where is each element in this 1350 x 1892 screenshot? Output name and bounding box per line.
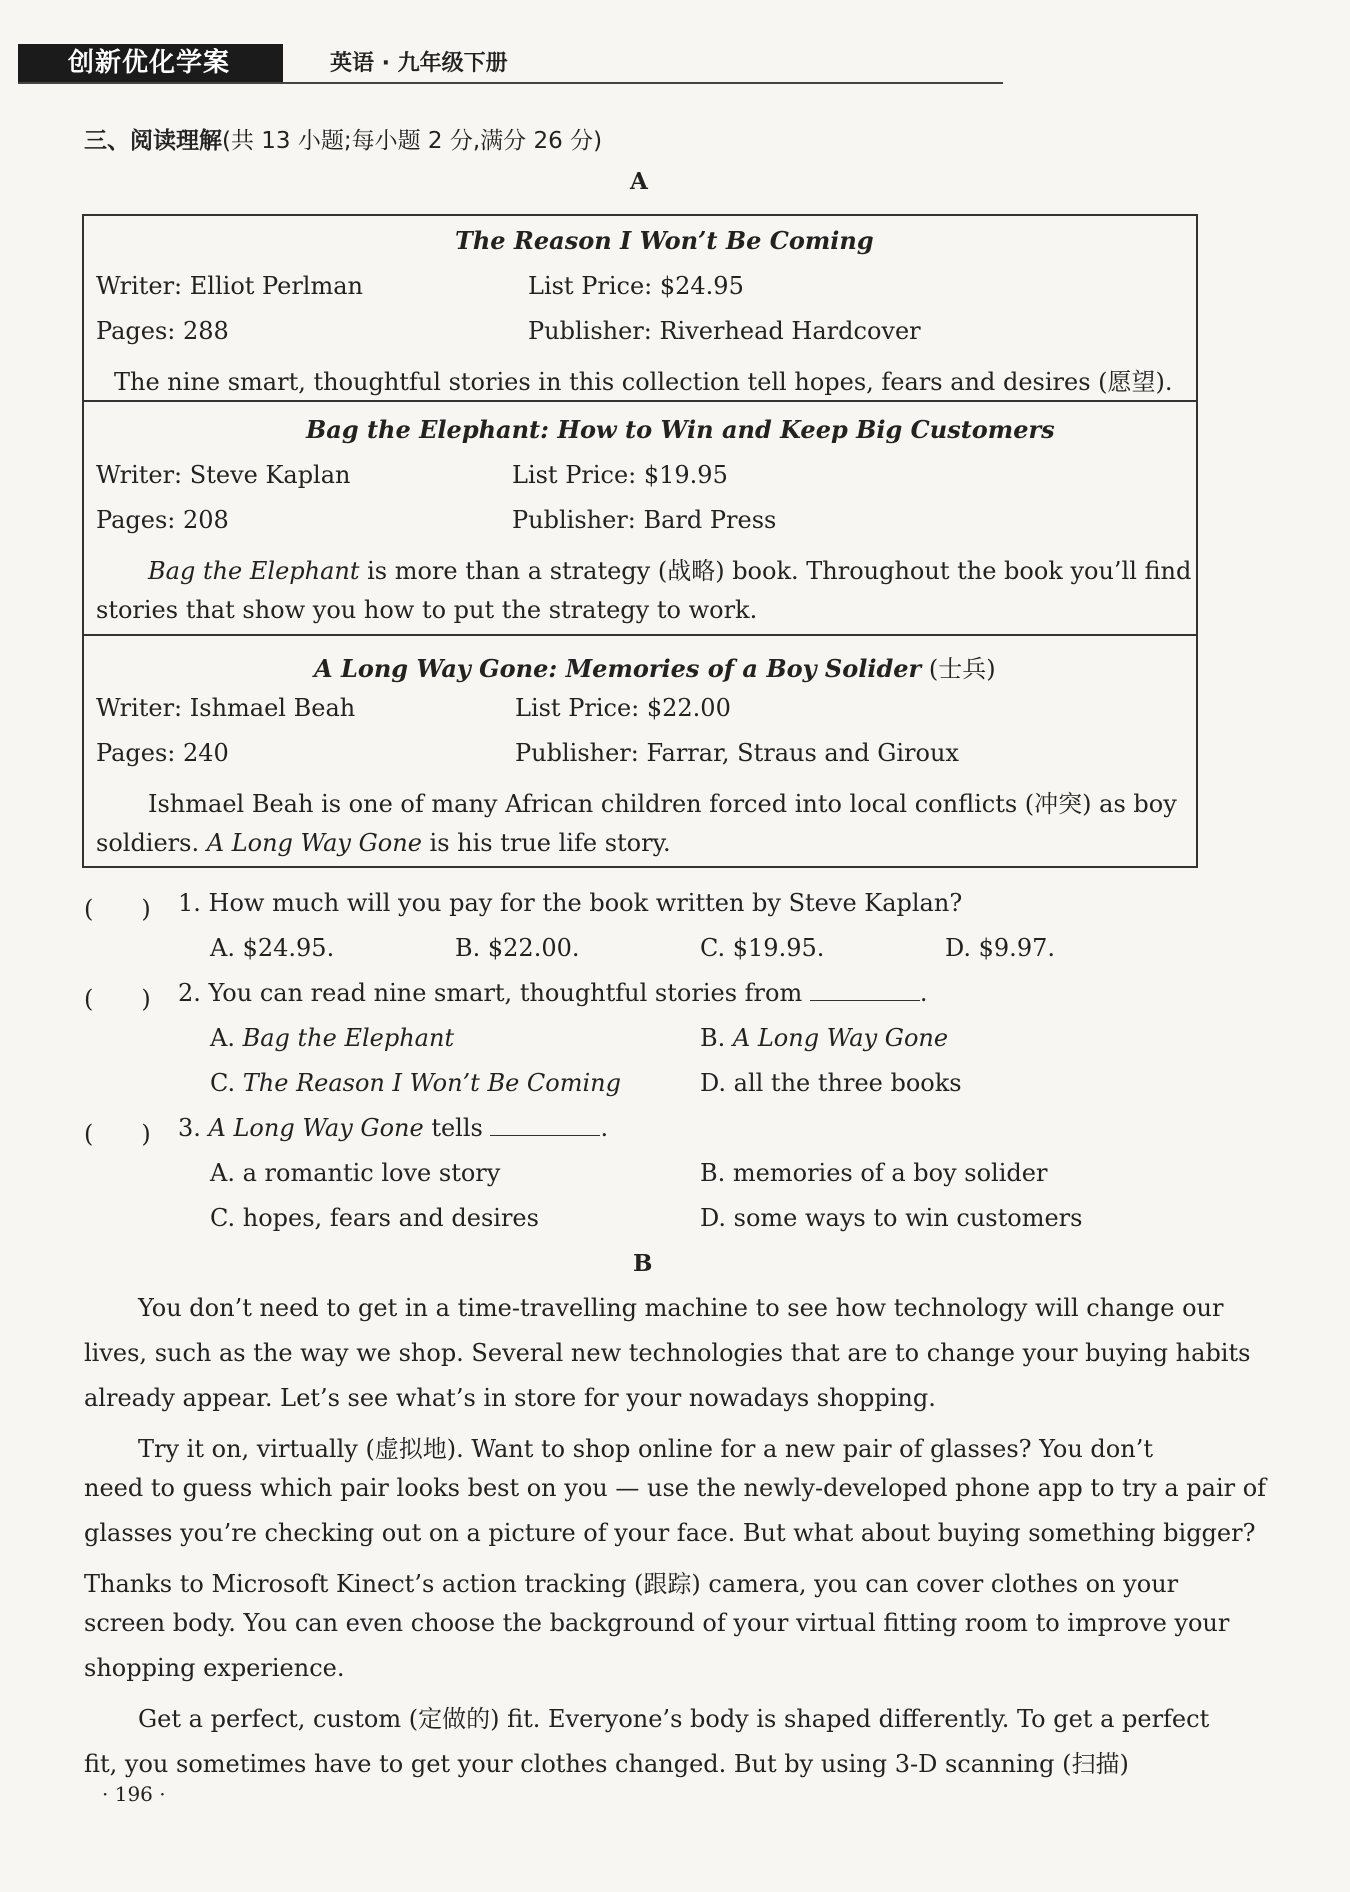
book-1-pages: Pages: 288: [96, 317, 229, 345]
q3-option-a[interactable]: A. a romantic love story: [210, 1159, 501, 1187]
passage-b-line-11: fit, you sometimes have to get your clothes changed. But by using 3-D scanning (扫描): [84, 1750, 1129, 1778]
passage-b-line-2: lives, such as the way we shop. Several new technologies that are to change your buying habits: [84, 1339, 1251, 1367]
q3-option-b[interactable]: B. memories of a boy solider: [700, 1159, 1048, 1187]
q1-option-a[interactable]: A. $24.95.: [210, 934, 335, 962]
book-3-title: A Long Way Gone: Memories of a Boy Solider (士兵): [314, 654, 996, 683]
q3-stem: 3. A Long Way Gone tells .: [178, 1114, 609, 1142]
passage-a-label: A: [630, 168, 648, 195]
q3-option-d[interactable]: D. some ways to win customers: [700, 1204, 1083, 1232]
q3-option-c[interactable]: C. hopes, fears and desires: [210, 1204, 539, 1232]
q1-option-c[interactable]: C. $19.95.: [700, 934, 825, 962]
passage-b-line-4: Try it on, virtually (虚拟地). Want to shop online for a new pair of glasses? You don’t: [138, 1435, 1153, 1463]
q2-blank: [810, 980, 920, 1001]
book-3-description-line-1: Ishmael Beah is one of many African children forced into local conflicts (冲突) as boy: [148, 790, 1177, 818]
passage-b-line-5: need to guess which pair looks best on you — use the newly-developed phone app to try a pair of: [84, 1474, 1267, 1502]
q2-stem: 2. You can read nine smart, thoughtful stories from .: [178, 979, 928, 1007]
q2-option-a[interactable]: A. Bag the Elephant: [210, 1024, 455, 1052]
book-1-publisher: Publisher: Riverhead Hardcover: [528, 317, 921, 345]
book-3-price: List Price: $22.00: [515, 694, 731, 722]
passage-b-label: B: [633, 1250, 653, 1277]
book-table: [82, 214, 1198, 868]
book-1-title: The Reason I Won’t Be Coming: [455, 226, 874, 255]
brand-title: 创新优化学案: [68, 48, 231, 78]
q2-option-c[interactable]: C. The Reason I Won’t Be Coming: [210, 1069, 621, 1097]
page-number: · 196 ·: [102, 1782, 166, 1806]
book-2-price: List Price: $19.95: [512, 461, 728, 489]
book-2-description-line-2: stories that show you how to put the strategy to work.: [96, 596, 758, 624]
book-2-writer: Writer: Steve Kaplan: [96, 461, 351, 489]
book-1-writer: Writer: Elliot Perlman: [96, 272, 363, 300]
q1-stem: 1. How much will you pay for the book written by Steve Kaplan?: [178, 889, 963, 917]
book-3-description-line-2: soldiers. A Long Way Gone is his true life story.: [96, 829, 671, 857]
passage-b-line-8: screen body. You can even choose the background of your virtual fitting room to improve your: [84, 1609, 1230, 1637]
book-2-title: Bag the Elephant: How to Win and Keep Big Customers: [306, 415, 1055, 444]
book-1-price: List Price: $24.95: [528, 272, 744, 300]
book-3-publisher: Publisher: Farrar, Straus and Giroux: [515, 739, 959, 767]
brand-banner: [18, 44, 283, 82]
passage-b-line-6: glasses you’re checking out on a picture of your face. But what about buying something bigger?: [84, 1519, 1256, 1547]
section-note: (共 13 小题;每小题 2 分,满分 26 分): [222, 128, 603, 154]
q1-option-d[interactable]: D. $9.97.: [945, 934, 1055, 962]
header-divider: [18, 82, 1003, 84]
q3-answer-bracket[interactable]: ( ): [84, 1120, 151, 1148]
q1-answer-bracket[interactable]: ( ): [84, 895, 151, 923]
q2-option-b[interactable]: B. A Long Way Gone: [700, 1024, 949, 1052]
book-divider-2: [82, 634, 1198, 636]
q1-option-b[interactable]: B. $22.00.: [455, 934, 580, 962]
q3-blank: [490, 1115, 600, 1136]
passage-b-line-10: Get a perfect, custom (定做的) fit. Everyone’s body is shaped differently. To get a perfect: [138, 1705, 1210, 1733]
q2-answer-bracket[interactable]: ( ): [84, 985, 151, 1013]
q2-option-d[interactable]: D. all the three books: [700, 1069, 962, 1097]
passage-b-line-1: You don’t need to get in a time-travelling machine to see how technology will change our: [138, 1294, 1224, 1322]
book-3-writer: Writer: Ishmael Beah: [96, 694, 356, 722]
book-2-description-line-1: Bag the Elephant is more than a strategy (战略) book. Throughout the book you’ll find: [148, 557, 1192, 585]
subject-title: 英语 · 九年级下册: [330, 51, 508, 76]
section-title: 三、阅读理解: [84, 128, 222, 154]
passage-b-line-9: shopping experience.: [84, 1654, 345, 1682]
book-2-publisher: Publisher: Bard Press: [512, 506, 777, 534]
book-divider-1: [82, 400, 1198, 402]
section-heading: [84, 122, 602, 155]
passage-b-line-3: already appear. Let’s see what’s in store for your nowadays shopping.: [84, 1384, 936, 1412]
book-1-description: The nine smart, thoughtful stories in this collection tell hopes, fears and desires (愿望).: [114, 368, 1173, 396]
book-2-pages: Pages: 208: [96, 506, 229, 534]
book-3-pages: Pages: 240: [96, 739, 229, 767]
passage-b-line-7: Thanks to Microsoft Kinect’s action tracking (跟踪) camera, you can cover clothes on your: [84, 1570, 1179, 1598]
